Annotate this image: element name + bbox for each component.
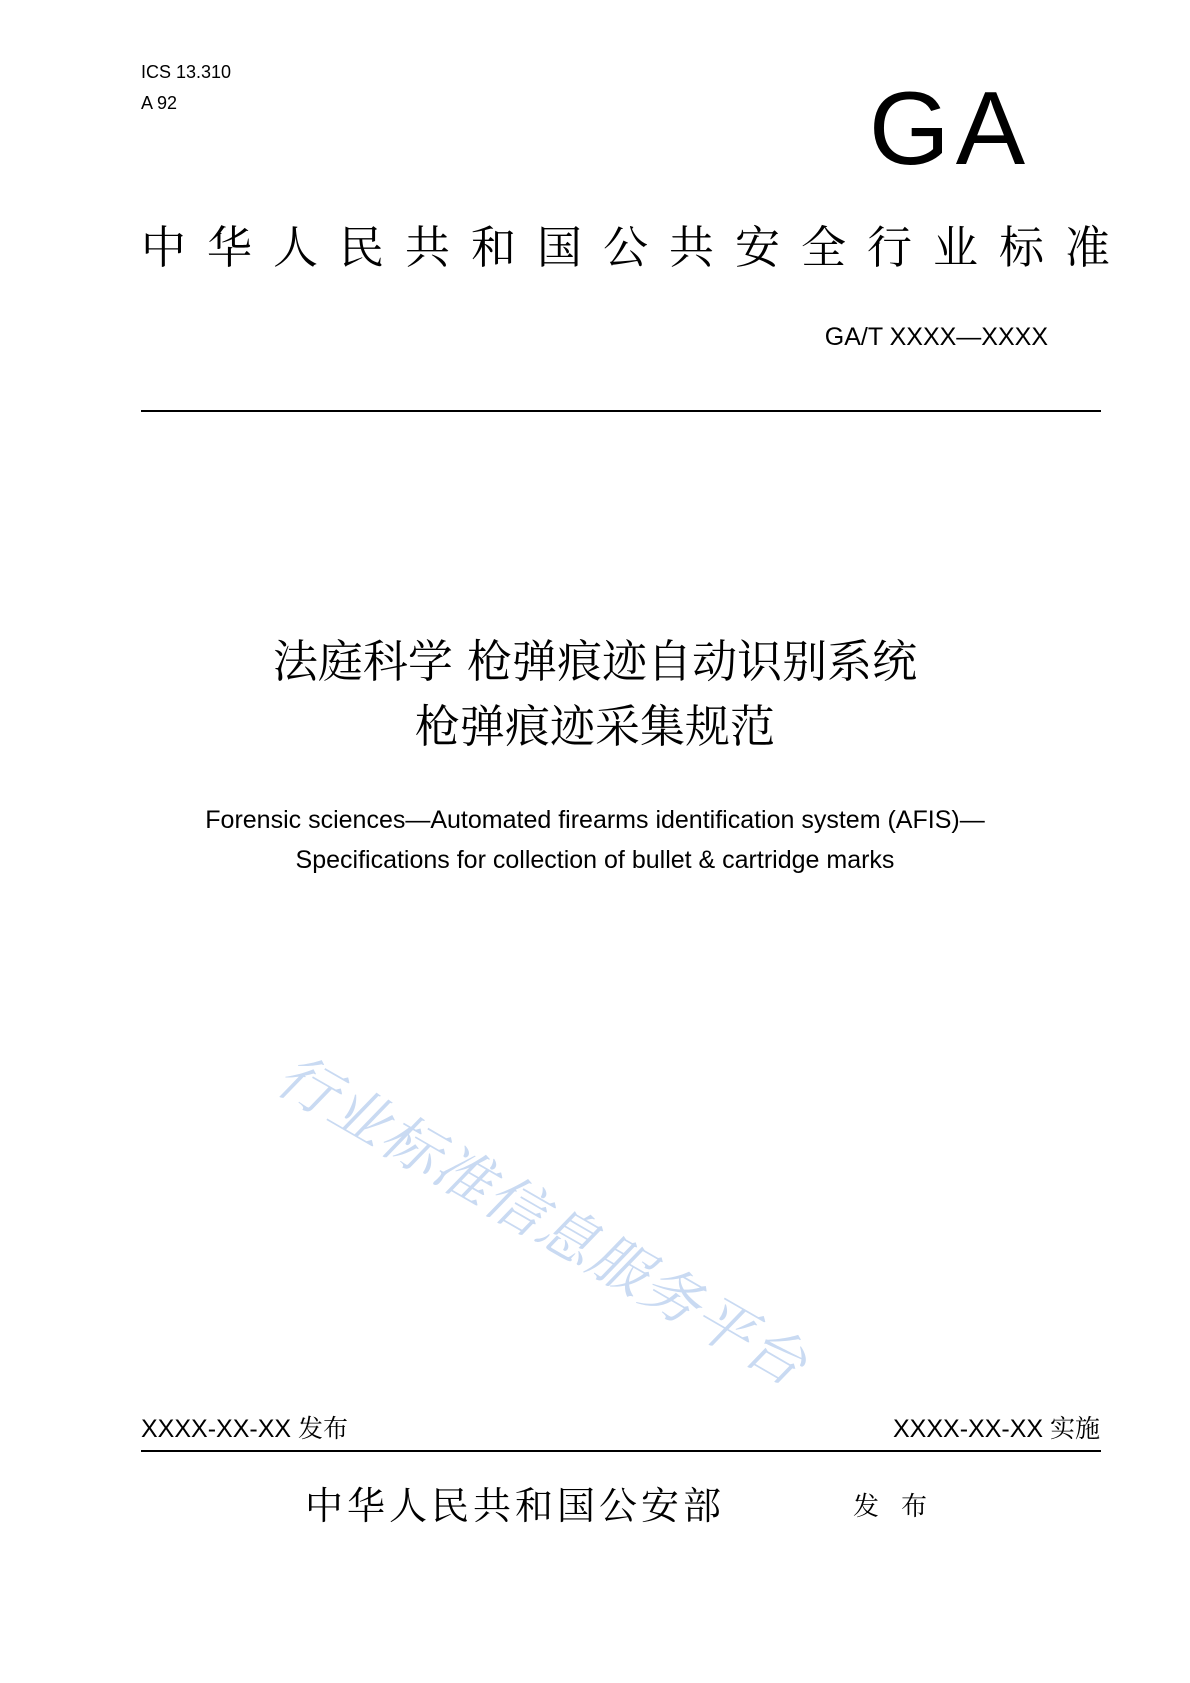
document-title-en-line1: Forensic sciences—Automated firearms identification system (AFIS)— [205, 806, 985, 834]
document-title-cn-line1: 法庭科学 枪弹痕迹自动识别系统 [272, 635, 918, 688]
issuing-authority: 中华人民共和国公安部 [305, 1484, 726, 1528]
ccs-code: A 92 [141, 93, 178, 113]
issued-label: 发布 [853, 1492, 950, 1522]
watermark: 行业标准信息服务平台 [265, 1040, 820, 1400]
bottom-divider [141, 1450, 1101, 1452]
implementation-date: XXXX-XX-XX 实施 [893, 1415, 1100, 1443]
document-title-en-line2: Specifications for collection of bullet & cartridge marks [295, 846, 895, 874]
standard-number: GA/T XXXX—XXXX [824, 323, 1048, 351]
ics-code: ICS 13.310 [141, 62, 232, 82]
top-divider [141, 410, 1101, 412]
issue-date: XXXX-XX-XX 发布 [141, 1415, 348, 1443]
standard-category-title: 中华人民共和国公共安全行业标准 [141, 221, 1132, 274]
ga-standard-mark: GA [868, 71, 1032, 187]
document-title-cn-line2: 枪弹痕迹采集规范 [414, 700, 775, 753]
